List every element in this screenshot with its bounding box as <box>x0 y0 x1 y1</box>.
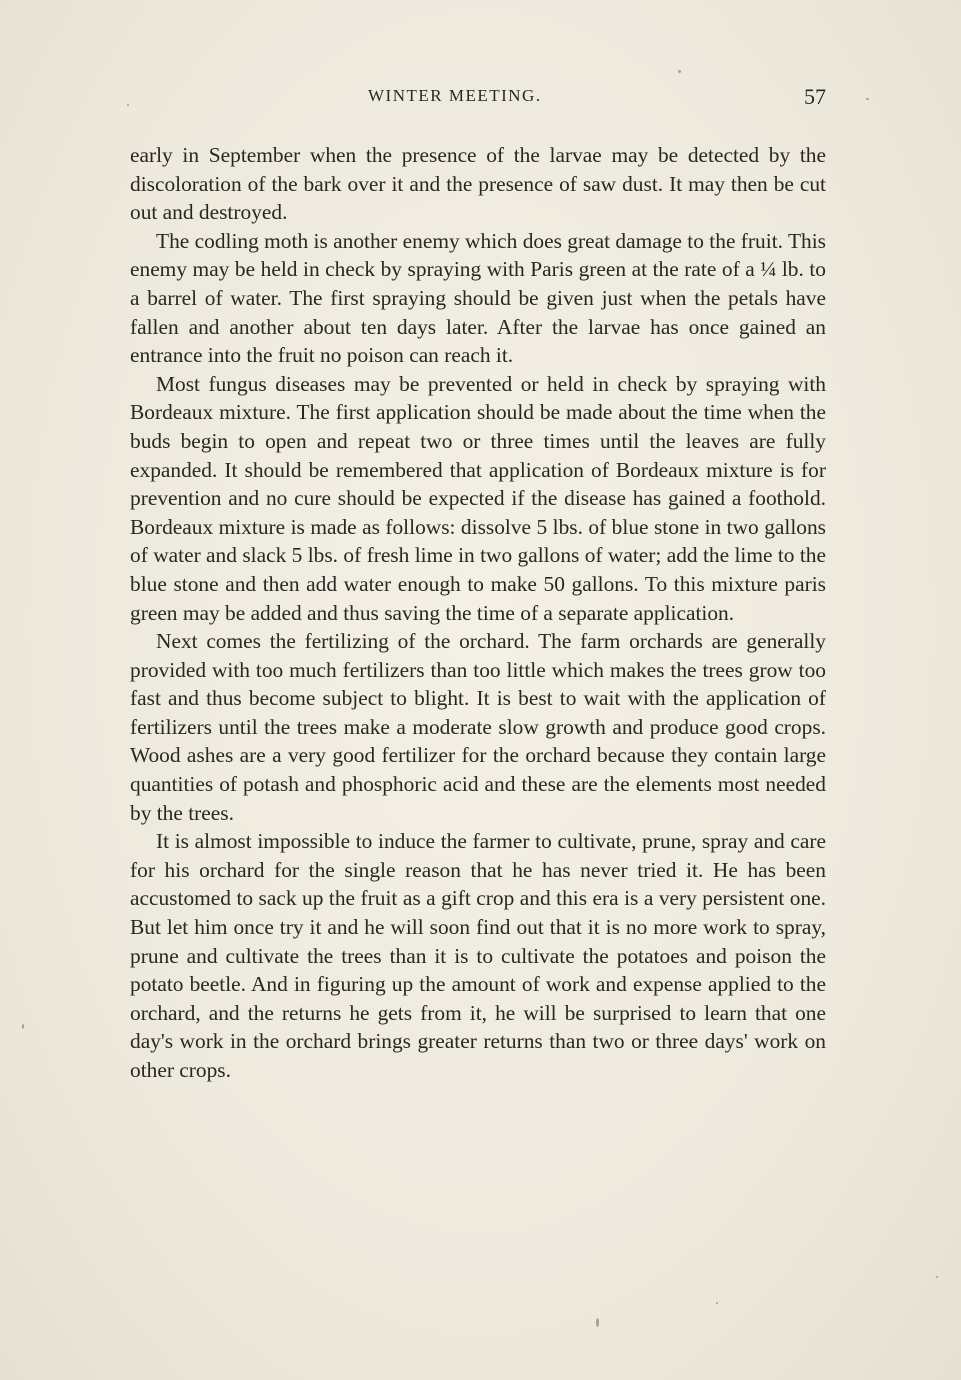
paragraph-codling-moth: The codling moth is another enemy which does great damage to the fruit. This enemy may be held in check by spraying with Paris green at the rate of a ¼ lb. to a barrel of water. The first spraying should be given just when the petals have fallen and another about ten days later. After the larvae has once gained an entrance into the fruit no poison can reach it. <box>130 228 826 368</box>
paragraph-borer-continued: early in September when the presence of the larvae may be detected by the discoloration of the bark over it and the presence of saw dust. It may then be cut out and destroyed. <box>130 143 826 225</box>
running-head-title: WINTER MEETING. <box>368 86 542 105</box>
paragraph-farmer-cultivation: It is almost impossible to induce the farmer to cultivate, prune, spray and care for his orchard for the single reason that he has never tried it. He has been accustomed to sack up the fruit as a gift crop and this era is a very persistent one. But let him once try it and he will soon find out that it is no more work to spray, prune and cultivate the trees than it is to cultivate the potatoes and poison the potato beetle. And in figuring up the amount of work and expense applied to the orchard, and the returns he gets from it, he will be surprised to learn that one day's work in the orchard brings greater returns than two or three days' work on other crops. <box>130 829 826 1082</box>
paper-speck <box>596 1318 599 1327</box>
paper-speck <box>716 1302 718 1304</box>
running-head <box>130 86 826 116</box>
page-number: 57 <box>804 84 826 109</box>
paper-speck <box>866 98 869 100</box>
paragraph-fungus-diseases: Most fungus diseases may be prevented or held in check by spraying with Bordeaux mixture. The first application should be made about the time when the buds begin to open and repeat two or three times until the leaves are fully expanded. It should be remembered that application of Bordeaux mixture is for prevention and no cure should be expected if the disease has gained a foothold. Bordeaux mixture is made as follows: dissolve 5 lbs. of blue stone in two gallons of water and slack 5 lbs. of fresh lime in two gallons of water; add the lime to the blue stone and then add water enough to make 50 gallons. To this mixture paris green may be added and thus saving the time of a separate application. <box>130 371 826 625</box>
paper-speck <box>127 104 129 106</box>
paper-speck <box>678 70 681 73</box>
body-text <box>130 141 826 1085</box>
paragraph-fertilizing: Next comes the fertilizing of the orchard. The farm orchards are generally provided with too much fertilizers than too little which makes the trees grow too fast and thus become subject to blight. It is best to wait with the application of fertilizers until the trees make a moderate slow growth and produce good crops. Wood ashes are a very good fertilizer for the orchard because they contain large quantities of potash and phosphoric acid and these are the elements most needed by the trees. <box>130 629 826 825</box>
paper-speck <box>936 1276 938 1278</box>
paper-speck <box>22 1024 24 1029</box>
